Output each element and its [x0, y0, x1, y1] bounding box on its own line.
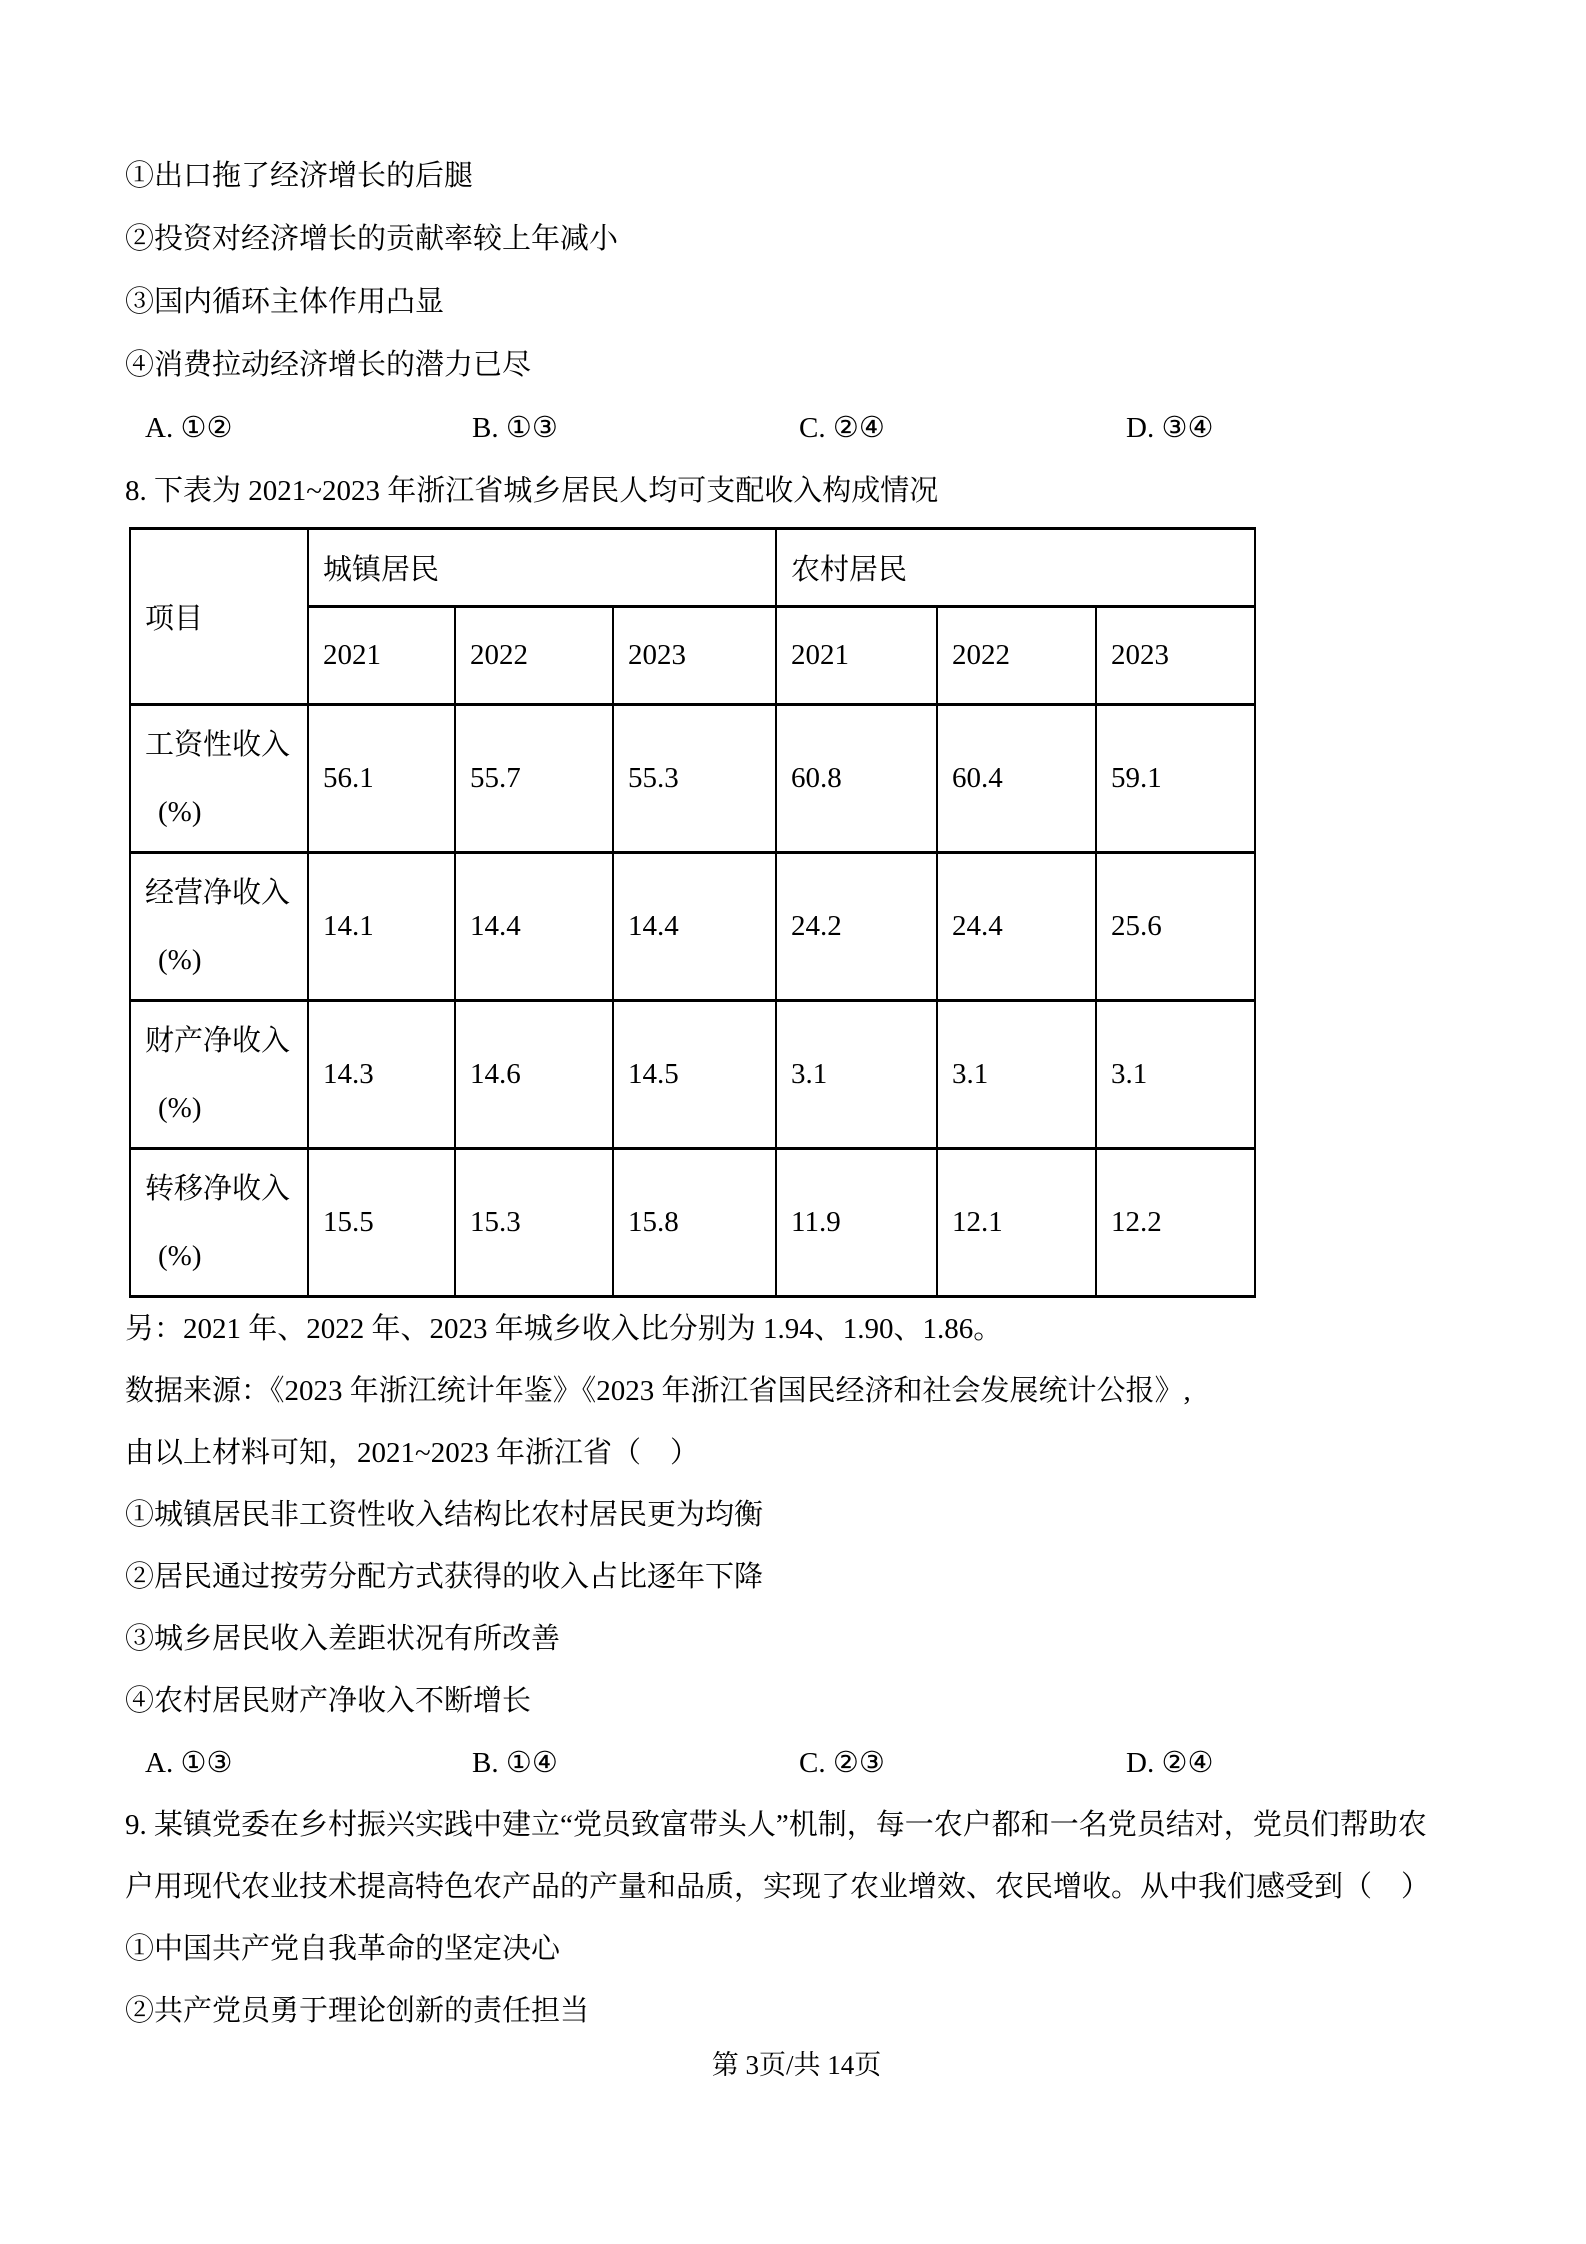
- q8-statement-4: ④农村居民财产净收入不断增长: [125, 1685, 532, 1717]
- q7-choice-a: A. ①②: [145, 412, 233, 444]
- table-cell: 14.6: [455, 1001, 613, 1149]
- q7-choice-b: B. ①③: [472, 412, 558, 444]
- table-cell: 15.5: [308, 1149, 455, 1297]
- q8-table-year-rural-2022: 2022: [937, 607, 1096, 705]
- table-cell: 12.1: [937, 1149, 1096, 1297]
- q8-table-row-wage: [130, 705, 1255, 853]
- q8-table-row-label-wage: [130, 705, 308, 853]
- row-label-unit: (%): [158, 943, 202, 976]
- q9-statement-2: ②共产党员勇于理论创新的责任担当: [125, 1995, 590, 2027]
- table-cell: 3.1: [937, 1001, 1096, 1149]
- q7-statement-3: ③国内循环主体作用凸显: [125, 286, 445, 318]
- row-label-unit: (%): [158, 795, 202, 828]
- q8-choice-d: D. ②④: [1126, 1747, 1214, 1779]
- q8-table-year-rural-2021: 2021: [776, 607, 937, 705]
- table-cell: 15.3: [455, 1149, 613, 1297]
- q8-table-row-label-business: [130, 853, 308, 1001]
- table-cell: 14.3: [308, 1001, 455, 1149]
- q8-choice-a: A. ①③: [145, 1747, 233, 1779]
- table-cell: 60.4: [937, 705, 1096, 853]
- q8-table-year-rural-2023: 2023: [1096, 607, 1255, 705]
- table-cell: 11.9: [776, 1149, 937, 1297]
- q8-statement-2: ②居民通过按劳分配方式获得的收入占比逐年下降: [125, 1561, 764, 1593]
- table-cell: 60.8: [776, 705, 937, 853]
- q8-statement-1: ①城镇居民非工资性收入结构比农村居民更为均衡: [125, 1499, 764, 1531]
- q8-note-conclusion: 由以上材料可知，2021~2023 年浙江省（ ）: [125, 1437, 699, 1469]
- page-number-footer: 第 3页/共 14页: [711, 2050, 882, 2080]
- row-label-text: 财产净收入: [145, 1024, 291, 1057]
- table-cell: 24.4: [937, 853, 1096, 1001]
- table-cell: 14.5: [613, 1001, 776, 1149]
- q8-table-row-property: [130, 1001, 1255, 1149]
- row-label-unit: (%): [158, 1239, 202, 1272]
- row-label-text: 工资性收入: [145, 728, 291, 761]
- q8-choice-b: B. ①④: [472, 1747, 558, 1779]
- table-cell: 15.8: [613, 1149, 776, 1297]
- q9-statement-1: ①中国共产党自我革命的坚定决心: [125, 1933, 561, 1965]
- q8-table-row-transfer: [130, 1149, 1255, 1297]
- table-cell: 12.2: [1096, 1149, 1255, 1297]
- q8-table-row-label-property: [130, 1001, 308, 1149]
- table-cell: 3.1: [776, 1001, 937, 1149]
- q8-choices-row: [125, 1732, 1468, 1794]
- q7-statement-1: ①出口拖了经济增长的后腿: [125, 160, 474, 192]
- table-cell: 14.4: [613, 853, 776, 1001]
- q8-table-year-urban-2022: 2022: [455, 607, 613, 705]
- table-cell: 59.1: [1096, 705, 1255, 853]
- q8-table-year-urban-2023: 2023: [613, 607, 776, 705]
- q7-choice-c: C. ②④: [799, 412, 885, 444]
- q8-table-group-rural: 农村居民: [776, 529, 1255, 607]
- q8-income-table: [129, 527, 1256, 1298]
- q8-statement-3: ③城乡居民收入差距状况有所改善: [125, 1623, 561, 1655]
- q8-table-row-label-transfer: [130, 1149, 308, 1297]
- q8-table-corner-cell: 项目: [130, 529, 308, 705]
- row-label-text: 转移净收入: [145, 1172, 291, 1205]
- q9-stem-line-2: 户用现代农业技术提高特色农产品的产量和品质，实现了农业增效、农民增收。从中我们感受到（ ）: [125, 1871, 1431, 1903]
- q9-stem-line-1: 9. 某镇党委在乡村振兴实践中建立“党员致富带头人”机制，每一农户都和一名党员结对，党员们帮助农: [125, 1809, 1427, 1841]
- q8-table-year-urban-2021: 2021: [308, 607, 455, 705]
- q8-note-ratio: 另：2021 年、2022 年、2023 年城乡收入比分别为 1.94、1.90、1.86。: [125, 1313, 1003, 1345]
- q8-table-row-business: [130, 853, 1255, 1001]
- table-cell: 3.1: [1096, 1001, 1255, 1149]
- table-cell: 55.7: [455, 705, 613, 853]
- table-cell: 24.2: [776, 853, 937, 1001]
- table-cell: 55.3: [613, 705, 776, 853]
- q7-choices-row: [125, 397, 1468, 460]
- q7-statement-4: ④消费拉动经济增长的潜力已尽: [125, 349, 532, 381]
- table-cell: 14.4: [455, 853, 613, 1001]
- table-cell: 56.1: [308, 705, 455, 853]
- q7-statement-2: ②投资对经济增长的贡献率较上年减小: [125, 223, 619, 255]
- q8-stem: 8. 下表为 2021~2023 年浙江省城乡居民人均可支配收入构成情况: [125, 475, 939, 507]
- row-label-unit: (%): [158, 1091, 202, 1124]
- q7-choice-d: D. ③④: [1126, 412, 1214, 444]
- q8-table-group-urban: 城镇居民: [308, 529, 776, 607]
- q8-note-source: 数据来源：《2023 年浙江统计年鉴》《2023 年浙江省国民经济和社会发展统计公报》,: [125, 1375, 1191, 1407]
- table-cell: 14.1: [308, 853, 455, 1001]
- row-label-text: 经营净收入: [145, 876, 291, 909]
- q8-table-header-group-row: [130, 529, 1255, 607]
- q8-choice-c: C. ②③: [799, 1747, 885, 1779]
- table-cell: 25.6: [1096, 853, 1255, 1001]
